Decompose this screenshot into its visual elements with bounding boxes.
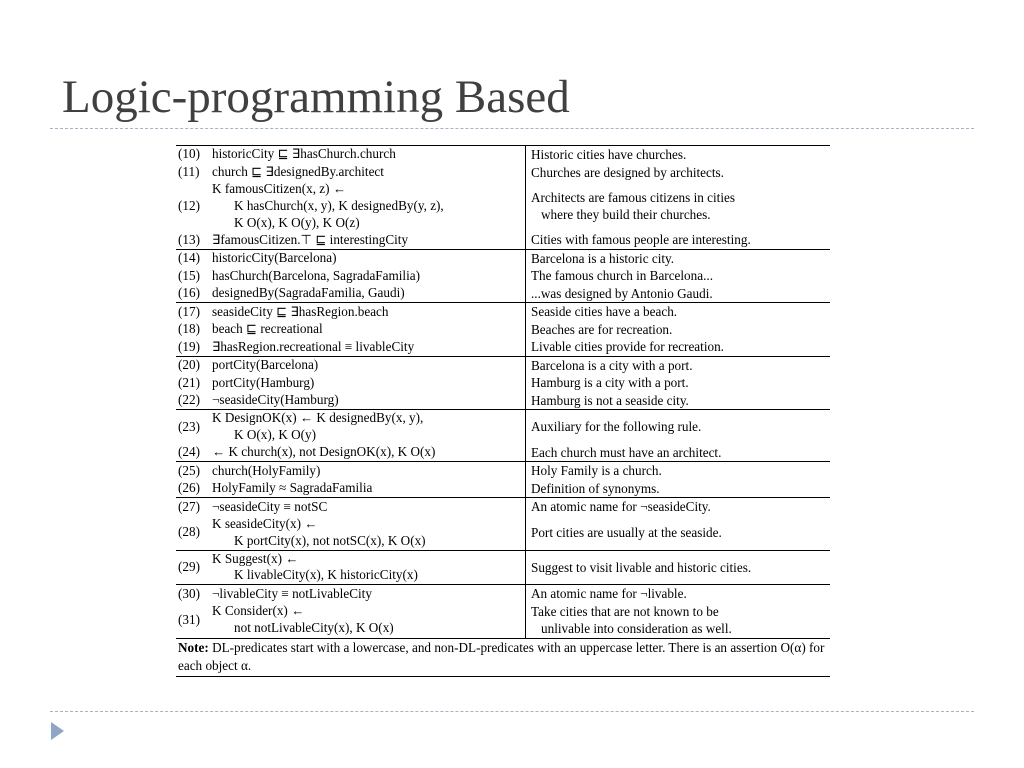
formula-cell — [176, 444, 526, 462]
rule-group — [176, 302, 830, 356]
formula-text: ∃famousCitizen.⊤ ⊑ interestingCity — [212, 231, 409, 247]
description-cell — [526, 338, 830, 356]
rule-group — [176, 145, 830, 249]
formula-cell — [176, 392, 526, 410]
rule-number: (12) — [178, 197, 200, 213]
description-text: Port cities are usually at the seaside. — [531, 525, 722, 541]
formula-cell — [176, 551, 526, 585]
table-row — [176, 603, 830, 638]
formula-text: HolyFamily ≈ SagradaFamilia — [212, 480, 373, 496]
rule-group — [176, 584, 830, 638]
description-cell — [526, 231, 830, 249]
rule-number: (20) — [178, 357, 200, 373]
table-note — [176, 638, 830, 677]
description-text: Churches are designed by architects. — [531, 164, 724, 180]
description-cell — [526, 551, 830, 585]
table-row — [176, 410, 830, 444]
description-text: where they build their churches. — [541, 207, 711, 223]
description-cell — [526, 250, 830, 268]
formula-text: designedBy(SagradaFamilia, Gaudi) — [212, 285, 405, 301]
description-text: An atomic name for ¬livable. — [531, 586, 687, 602]
description-text: Definition of synonyms. — [531, 480, 660, 496]
rule-group — [176, 356, 830, 410]
description-cell — [526, 164, 830, 182]
table-row — [176, 321, 830, 339]
formula-text: historicCity ⊑ ∃hasChurch.church — [212, 146, 396, 162]
rule-group — [176, 497, 830, 549]
formula-cell — [176, 250, 526, 268]
formula-cell — [176, 462, 526, 480]
formula-cell — [176, 181, 526, 231]
rule-number: (24) — [178, 444, 200, 460]
play-triangle-icon — [51, 722, 64, 740]
table-row — [176, 444, 830, 462]
description-cell — [526, 267, 830, 285]
rule-number: (22) — [178, 392, 200, 408]
formula-text: ∃hasRegion.recreational ≡ livableCity — [212, 338, 415, 354]
description-text: Suggest to visit livable and historic cities. — [531, 559, 752, 575]
formula-cell — [176, 231, 526, 249]
rule-group — [176, 409, 830, 461]
rule-group — [176, 249, 830, 303]
description-text: Livable cities provide for recreation. — [531, 339, 724, 355]
formula-text: K hasChurch(x, y), K designedBy(y, z), — [234, 197, 444, 213]
rule-number: (26) — [178, 480, 200, 496]
formula-cell — [176, 338, 526, 356]
formula-cell — [176, 374, 526, 392]
rule-number: (11) — [178, 163, 200, 179]
description-cell — [526, 410, 830, 444]
title-divider — [50, 128, 974, 129]
table-row — [176, 338, 830, 356]
table-row — [176, 267, 830, 285]
rule-number: (28) — [178, 524, 200, 540]
table-row — [176, 585, 830, 603]
formula-cell — [176, 603, 526, 638]
formula-text: not notLivableCity(x), K O(x) — [234, 620, 394, 636]
table-row — [176, 250, 830, 268]
description-cell — [526, 374, 830, 392]
description-text: An atomic name for ¬seasideCity. — [531, 499, 711, 515]
rule-number: (30) — [178, 585, 200, 601]
formula-text: K livableCity(x), K historicCity(x) — [234, 567, 418, 583]
description-cell — [526, 444, 830, 462]
description-text: unlivable into consideration as well. — [541, 621, 732, 637]
formula-text: K famousCitizen(x, z) ← — [212, 181, 347, 196]
note-text: DL-predicates start with a lowercase, and non-DL-predicates with an uppercase letter. There is an assertion O(α) for each object α. — [178, 639, 825, 673]
rule-number: (16) — [178, 285, 200, 301]
description-cell — [526, 516, 830, 550]
description-text: Cities with famous people are interesting. — [531, 232, 751, 248]
description-text: Auxiliary for the following rule. — [531, 419, 702, 435]
rule-number: (15) — [178, 267, 200, 283]
table-row — [176, 516, 830, 550]
formula-text: portCity(Hamburg) — [212, 374, 315, 390]
formula-cell — [176, 146, 526, 164]
slide-title: Logic-programming Based — [62, 71, 570, 123]
description-text: Historic cities have churches. — [531, 147, 687, 162]
formula-text: K seasideCity(x) ← — [212, 515, 318, 531]
formula-text: K DesignOK(x) ← K designedBy(x, y), — [212, 410, 424, 426]
formula-cell — [176, 498, 526, 516]
description-text: ...was designed by Antonio Gaudi. — [531, 285, 713, 301]
formula-cell — [176, 480, 526, 498]
rule-number: (23) — [178, 418, 200, 434]
rule-number: (27) — [178, 498, 200, 514]
description-text: Barcelona is a historic city. — [531, 250, 675, 266]
description-text: Beaches are for recreation. — [531, 321, 673, 337]
formula-text: ← K church(x), not DesignOK(x), K O(x) — [212, 444, 436, 460]
table-row — [176, 231, 830, 249]
rule-number: (29) — [178, 558, 200, 574]
formula-text: historicCity(Barcelona) — [212, 250, 337, 266]
rule-number: (17) — [178, 303, 200, 319]
table-row — [176, 374, 830, 392]
formula-text: hasChurch(Barcelona, SagradaFamilia) — [212, 267, 420, 283]
description-text: Seaside cities have a beach. — [531, 304, 678, 320]
table-row — [176, 181, 830, 231]
description-cell — [526, 285, 830, 303]
description-text: The famous church in Barcelona... — [531, 268, 713, 284]
formula-text: ¬seasideCity ≡ notSC — [212, 498, 328, 514]
formula-text: portCity(Barcelona) — [212, 357, 319, 373]
formula-cell — [176, 164, 526, 182]
rule-number: (25) — [178, 462, 200, 478]
formula-text: ¬livableCity ≡ notLivableCity — [212, 585, 372, 601]
formula-cell — [176, 267, 526, 285]
description-cell — [526, 498, 830, 516]
formula-text: K Suggest(x) ← — [212, 550, 299, 566]
rule-number: (18) — [178, 321, 200, 337]
description-cell — [526, 303, 830, 321]
table-row — [176, 146, 830, 164]
description-cell — [526, 181, 830, 231]
rule-number: (14) — [178, 250, 200, 266]
table-row — [176, 392, 830, 410]
rule-number: (13) — [178, 231, 200, 247]
formula-text: K O(x), K O(y), K O(z) — [234, 214, 360, 230]
rule-number: (19) — [178, 338, 200, 354]
formula-cell — [176, 585, 526, 603]
description-text: Barcelona is a city with a port. — [531, 357, 693, 373]
description-text: Architects are famous citizens in cities — [531, 189, 735, 205]
rule-number: (21) — [178, 374, 200, 390]
formula-text: K O(x), K O(y) — [234, 427, 317, 443]
formula-text: church ⊑ ∃designedBy.architect — [212, 163, 384, 179]
table-row — [176, 551, 830, 585]
rule-number: (31) — [178, 611, 200, 627]
logic-rules-table — [176, 145, 830, 677]
formula-text: K portCity(x), not notSC(x), K O(x) — [234, 532, 426, 548]
description-cell — [526, 146, 830, 164]
rule-group — [176, 550, 830, 585]
note-label: Note: — [178, 639, 209, 655]
description-cell — [526, 321, 830, 339]
description-text: Hamburg is not a seaside city. — [531, 392, 689, 408]
rule-group — [176, 461, 830, 497]
formula-cell — [176, 285, 526, 303]
formula-text: seasideCity ⊑ ∃hasRegion.beach — [212, 303, 389, 319]
formula-text: beach ⊑ recreational — [212, 321, 323, 337]
table-row — [176, 303, 830, 321]
description-cell — [526, 462, 830, 480]
description-text: Take cities that are not known to be — [531, 603, 719, 619]
formula-text: ¬seasideCity(Hamburg) — [212, 392, 339, 408]
formula-cell — [176, 357, 526, 375]
description-cell — [526, 585, 830, 603]
description-cell — [526, 392, 830, 410]
description-text: Holy Family is a church. — [531, 463, 662, 479]
description-text: Hamburg is a city with a port. — [531, 375, 689, 391]
description-cell — [526, 603, 830, 638]
footer-divider — [50, 711, 974, 712]
table-row — [176, 480, 830, 498]
rule-number: (10) — [178, 146, 200, 162]
table-row — [176, 164, 830, 182]
table-row — [176, 462, 830, 480]
description-text: Each church must have an architect. — [531, 444, 722, 460]
description-cell — [526, 480, 830, 498]
formula-text: K Consider(x) ← — [212, 603, 305, 619]
formula-cell — [176, 410, 526, 444]
formula-cell — [176, 303, 526, 321]
formula-text: church(HolyFamily) — [212, 462, 321, 478]
table-row — [176, 285, 830, 303]
formula-cell — [176, 321, 526, 339]
table-row — [176, 357, 830, 375]
formula-cell — [176, 516, 526, 550]
description-cell — [526, 357, 830, 375]
table-row — [176, 498, 830, 516]
